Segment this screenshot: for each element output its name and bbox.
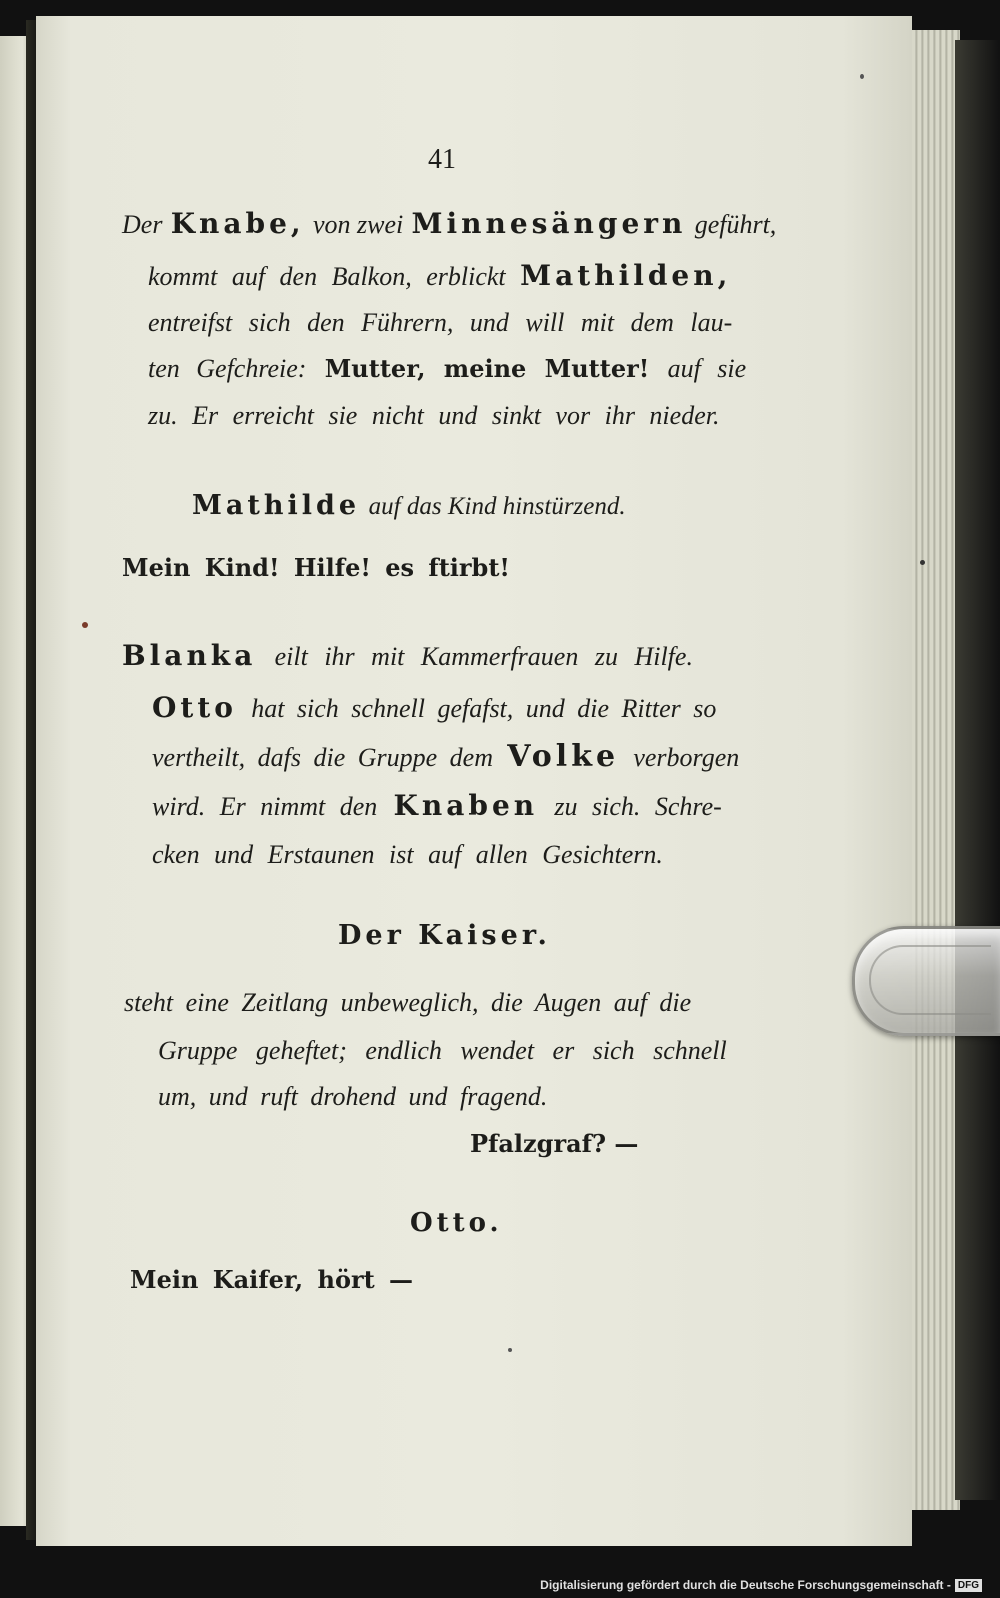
paper-speck: [860, 74, 864, 79]
page-clip: [852, 926, 1000, 1036]
sd3-line-3: um, und ruft drohend und fragend.: [158, 1082, 548, 1111]
sd3-line-2: Gruppe geheftet; endlich wendet er sich schnell: [158, 1036, 727, 1065]
sd1-line-3: entreifst sich den Führern, und will mit dem lau-: [148, 308, 733, 337]
sd2-line-3: vertheilt, dafs die Gruppe dem Volke verborgen: [152, 739, 740, 774]
digitization-credit: [540, 1577, 982, 1593]
mathilde-speech: Mein Kind! Hilfe! es ftirbt!: [122, 553, 510, 582]
sd1-line-2: kommt auf den Balkon, erblickt Mathilden,: [148, 259, 732, 292]
kaiser-speech: Pfalzgraf? —: [470, 1129, 639, 1158]
page-clip-inner: [869, 945, 991, 1015]
sd2-line-5: cken und Erstaunen ist auf allen Gesichtern.: [152, 840, 663, 869]
sd2-line-1: Blanka eilt ihr mit Kammerfrauen zu Hilfe.: [122, 639, 693, 672]
dfg-logo-icon: DFG: [955, 1579, 982, 1592]
paper-speck: [508, 1348, 512, 1352]
sd2-line-2: Otto hat sich schnell gefafst, und die Ritter so: [152, 691, 717, 724]
sd1-line-5: zu. Er erreicht sie nicht und sinkt vor ihr nieder.: [148, 401, 720, 430]
kaiser-heading: Der Kaiser.: [338, 920, 551, 951]
otto-heading: Otto.: [410, 1208, 503, 1238]
page-edges-shadow: [955, 40, 1000, 1500]
page-number: 41: [428, 144, 456, 175]
sd2-line-4: wird. Er nimmt den Knaben zu sich. Schre-: [152, 789, 722, 822]
sd1-line-1: Der Knabe, von zwei Minnesängern geführt,: [122, 207, 777, 240]
credit-text: Digitalisierung gefördert durch die Deutsche Forschungsgemeinschaft -: [540, 1578, 951, 1592]
mathilde-heading: Mathilde auf das Kind hinstürzend.: [192, 490, 626, 521]
paper-speck: [920, 560, 925, 565]
sd3-line-1: steht eine Zeitlang unbeweglich, die Augen auf die: [124, 988, 692, 1017]
paper-speck: [82, 622, 88, 628]
otto-speech: Mein Kaifer, hört —: [130, 1265, 414, 1294]
page-41: [36, 16, 912, 1546]
sd1-line-4: ten Gefchreie: Mutter, meine Mutter! auf sie: [148, 354, 747, 383]
